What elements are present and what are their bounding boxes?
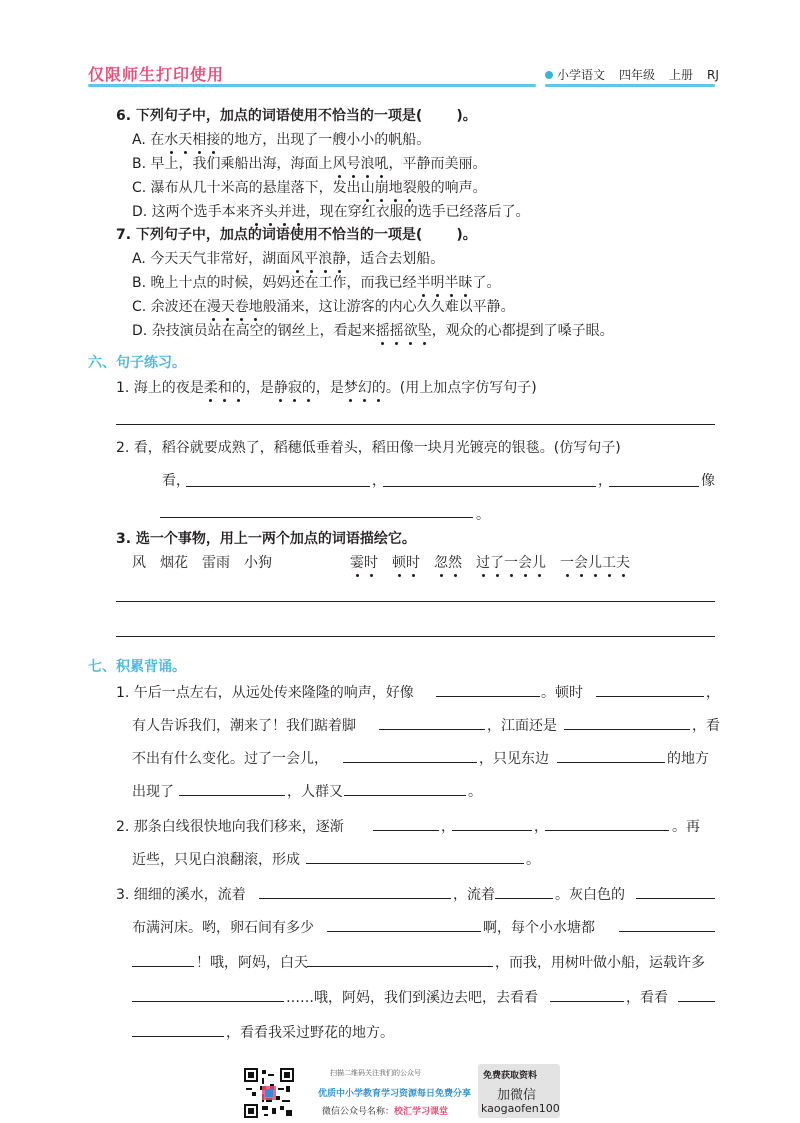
header-volume: 上册 <box>669 68 694 82</box>
emphasized-word <box>207 299 263 315</box>
text: ，看看 <box>626 990 668 1006</box>
text: 出现了 <box>132 784 174 800</box>
emphasized-word <box>392 555 420 571</box>
emphasized-word <box>361 180 417 196</box>
emphasis-char: 坠 <box>418 320 432 340</box>
emphasis-char: 号 <box>347 153 361 173</box>
q6-option-b: B. 早上，我们乘船出海，海面上风号浪吼，平静而美丽。 <box>132 153 487 173</box>
emphasis-char: 半 <box>445 272 459 292</box>
emphasis-char: 平 <box>304 248 318 268</box>
text: ！哦，阿妈，白天 <box>196 955 308 971</box>
section-7-title: 七、积累背诵。 <box>88 659 186 675</box>
emphasis-char: 会 <box>574 552 588 572</box>
text: ， <box>441 819 455 835</box>
comma: ， <box>598 473 612 489</box>
emphasis-char: 山 <box>361 177 375 197</box>
answer-line[interactable] <box>609 486 699 487</box>
answer-line[interactable] <box>383 486 596 487</box>
blank[interactable] <box>307 966 493 967</box>
emphasis-char: 然 <box>448 552 462 572</box>
q6-option-c: C. 瀑布从几十米高的悬崖落下，发出山崩地裂般的响声。 <box>132 177 487 197</box>
header-subject: 小学语文 <box>557 68 606 82</box>
header-title: 仅限师生打印使用 <box>88 65 225 84</box>
text: ， <box>534 819 548 835</box>
q7-stem: 7. 下列句子中，加点的词语使用不恰当的一项是( )。 <box>116 227 477 243</box>
emphasis-char: 工 <box>602 552 616 572</box>
text: ，人群又 <box>287 784 343 800</box>
text: 的地方 <box>667 751 709 767</box>
emphasis-char: 儿 <box>532 552 546 572</box>
blank[interactable] <box>636 898 715 899</box>
text: 。 <box>468 784 482 800</box>
header-meta <box>545 66 719 83</box>
blank[interactable] <box>379 729 485 730</box>
emphasized-word <box>333 156 389 172</box>
emphasized-word <box>376 323 432 339</box>
footer-account: 微信公众号名称：校汇学习课堂 <box>322 1107 449 1117</box>
q6-option-d: D. 这两个选手本来齐头并进，现在穿红衣服的选手已经落后了。 <box>132 201 530 221</box>
blank[interactable] <box>550 1001 624 1002</box>
text: ，流着 <box>453 887 495 903</box>
emphasis-char: 崩 <box>375 177 389 197</box>
blank[interactable] <box>132 1036 224 1037</box>
emphasis-char: 风 <box>290 248 304 268</box>
answer-line[interactable] <box>116 424 715 425</box>
text: 。再 <box>672 819 700 835</box>
text: 3. 细细的溪水，流着 <box>116 887 246 903</box>
emphasis-char: 并 <box>278 201 292 221</box>
emphasis-char: 时 <box>406 552 420 572</box>
emphasis-char: 静 <box>332 248 346 268</box>
emphasis-char: 过 <box>476 552 490 572</box>
emphasized-word <box>350 555 378 571</box>
text: ，看看我采过野花的地方。 <box>226 1025 394 1041</box>
text: 啊，每个小水塘都 <box>483 920 595 936</box>
emphasis-char: 天 <box>178 129 192 149</box>
emphasized-word <box>250 204 306 220</box>
blank[interactable] <box>132 966 194 967</box>
emphasis-char: 夫 <box>616 552 630 572</box>
answer-line[interactable] <box>160 517 473 518</box>
footer-wechat: 加微信 <box>497 1088 537 1103</box>
blank[interactable] <box>596 696 704 697</box>
emphasized-word <box>274 380 316 396</box>
emphasized-word <box>476 555 546 571</box>
text: 布满河床。哟，卵石间有多少 <box>132 920 314 936</box>
emphasis-char: 欲 <box>404 320 418 340</box>
emphasis-char: 霎 <box>350 552 364 572</box>
emphasis-char: 了 <box>490 552 504 572</box>
emphasis-char: 静 <box>274 377 288 397</box>
text: ，江面还是 <box>487 718 557 734</box>
emphasized-word <box>434 555 462 571</box>
emphasis-char: 摇 <box>390 320 404 340</box>
blank[interactable] <box>344 795 466 796</box>
emphasis-char: 昧 <box>459 272 473 292</box>
sec6-item-1: 1. 海上的夜是柔和的，是静寂的，是梦幻的。(用上加点字仿写句子) <box>116 377 537 397</box>
q7-option-d: D. 杂技演员站在高空的钢丝上，看起来摇摇欲坠，观众的心都提到了嗓子眼。 <box>132 320 614 340</box>
blank[interactable] <box>564 729 690 730</box>
answer-line[interactable] <box>116 601 715 602</box>
emphasis-char: 地 <box>389 177 403 197</box>
sec6-item-3: 3. 选一个事物，用上一两个加点的词语描绘它。 <box>116 531 416 547</box>
emphasis-char: 头 <box>264 201 278 221</box>
text: ……哦，阿妈，我们到溪边去吧，去看看 <box>286 990 538 1006</box>
blank[interactable] <box>327 931 481 932</box>
blank[interactable] <box>132 1001 284 1002</box>
text: 。灰白色的 <box>555 887 625 903</box>
emphasis-char: 和 <box>218 377 232 397</box>
footer-scan: 扫描二维码关注我们的公众号 <box>330 1069 421 1077</box>
q7-option-c: C. 余波还在漫天卷地般涌来，这让游客的内心久久难以平静。 <box>132 296 515 316</box>
footer-free: 免费获取资料 <box>483 1071 538 1081</box>
blank[interactable] <box>306 863 524 864</box>
header-rule-left <box>88 84 536 87</box>
sec6-item-3-things: 风 烟花 雷雨 小狗 <box>132 555 272 571</box>
q7-option-a: A. 今天天气非常好，湖面风平浪静，适合去划船。 <box>132 248 444 268</box>
blank[interactable] <box>619 931 715 932</box>
emphasis-char: 浪 <box>318 248 332 268</box>
emphasis-char: 进 <box>292 201 306 221</box>
emphasis-char: 摇 <box>376 320 390 340</box>
blank[interactable] <box>259 898 451 899</box>
emphasis-char: 寂 <box>288 377 302 397</box>
emphasis-char: 地 <box>249 296 263 316</box>
emphasis-char: 卷 <box>235 296 249 316</box>
q6-stem: 6. 下列句子中，加点的词语使用不恰当的一项是( )。 <box>116 108 477 124</box>
emphasis-char: 水 <box>164 129 178 149</box>
emphasis-char: 相 <box>192 129 206 149</box>
bullet-icon <box>545 71 553 79</box>
text: ，而我，用树叶做小船，运载许多 <box>495 955 705 971</box>
text: ，只见东边 <box>479 751 549 767</box>
emphasis-char: 裂 <box>403 177 417 197</box>
blank[interactable] <box>343 762 477 763</box>
q6-option-a: A. 在水天相接的地方，出现了一艘小小的帆船。 <box>132 129 430 149</box>
sec6-item-2: 2. 看，稻谷就要成熟了，稻穗低垂着头，稻田像一块月光镀亮的银毯。(仿写句子) <box>116 440 621 456</box>
q7-option-b: B. 晚上十点的时候，妈妈还在工作，而我已经半明半昧了。 <box>132 272 501 292</box>
sec6-item-2-xiang: 像 <box>701 473 715 489</box>
header-edition: RJ <box>707 68 719 82</box>
footer-share: 优质中小学教育学习资源每日免费分享 <box>318 1089 472 1099</box>
text: 不出有什么变化。过了一会儿， <box>132 751 328 767</box>
emphasis-char: 儿 <box>588 552 602 572</box>
footer-wechat-id[interactable]: kaogaofen100 <box>481 1102 560 1115</box>
text: 近些，只见白浪翻滚，形成 <box>132 852 300 868</box>
text: ，看 <box>692 718 720 734</box>
emphasis-char: 漫 <box>207 296 221 316</box>
emphasis-char: 接 <box>206 129 220 149</box>
emphasis-char: 的 <box>372 377 386 397</box>
emphasis-char: 一 <box>504 552 518 572</box>
text: 1. 午后一点左右，从远处传来隆隆的响声，好像 <box>116 685 414 701</box>
emphasis-char: 吼 <box>375 153 389 173</box>
emphasis-char: 时 <box>364 552 378 572</box>
header-grade: 四年级 <box>619 68 656 82</box>
emphasized-word <box>344 380 386 396</box>
emphasis-char: 明 <box>431 272 445 292</box>
emphasis-char: 齐 <box>250 201 264 221</box>
text: 有人告诉我们，潮来了！我们踮着脚 <box>132 718 356 734</box>
emphasis-char: 忽 <box>434 552 448 572</box>
text: 。顿时 <box>541 685 583 701</box>
emphasis-char: 会 <box>518 552 532 572</box>
emphasized-word <box>290 251 346 267</box>
emphasis-char: 浪 <box>361 153 375 173</box>
emphasis-char: 的 <box>302 377 316 397</box>
blank[interactable] <box>179 795 285 796</box>
emphasized-word <box>560 555 630 571</box>
blank[interactable] <box>436 696 540 697</box>
emphasis-char: 梦 <box>344 377 358 397</box>
text: ， <box>706 685 720 701</box>
blank[interactable] <box>678 1001 715 1002</box>
emphasized-word <box>417 275 473 291</box>
emphasis-char: 半 <box>417 272 431 292</box>
qr-code-icon[interactable] <box>244 1068 294 1118</box>
sec6-item-2-kan: 看， <box>162 473 190 489</box>
section-6-title: 六、句子练习。 <box>88 355 186 371</box>
emphasis-char: 风 <box>333 153 347 173</box>
header-rule-right <box>545 84 715 87</box>
blank[interactable] <box>452 830 532 831</box>
blank[interactable] <box>495 898 553 899</box>
emphasized-word <box>164 132 220 148</box>
blank[interactable] <box>545 830 669 831</box>
text: 。 <box>526 852 540 868</box>
emphasis-char: 幻 <box>358 377 372 397</box>
emphasis-char: 天 <box>221 296 235 316</box>
emphasized-word <box>204 380 246 396</box>
text: 2. 那条白线很快地向我们移来，逐渐 <box>116 819 344 835</box>
sec6-item-3-words <box>350 552 630 572</box>
period: 。 <box>476 507 490 523</box>
answer-line[interactable] <box>186 486 370 487</box>
blank[interactable] <box>373 830 439 831</box>
blank[interactable] <box>557 762 665 763</box>
emphasis-char: 柔 <box>204 377 218 397</box>
answer-line[interactable] <box>116 636 715 637</box>
emphasis-char: 的 <box>232 377 246 397</box>
emphasis-char: 顿 <box>392 552 406 572</box>
emphasis-char: 一 <box>560 552 574 572</box>
comma: ， <box>372 473 386 489</box>
